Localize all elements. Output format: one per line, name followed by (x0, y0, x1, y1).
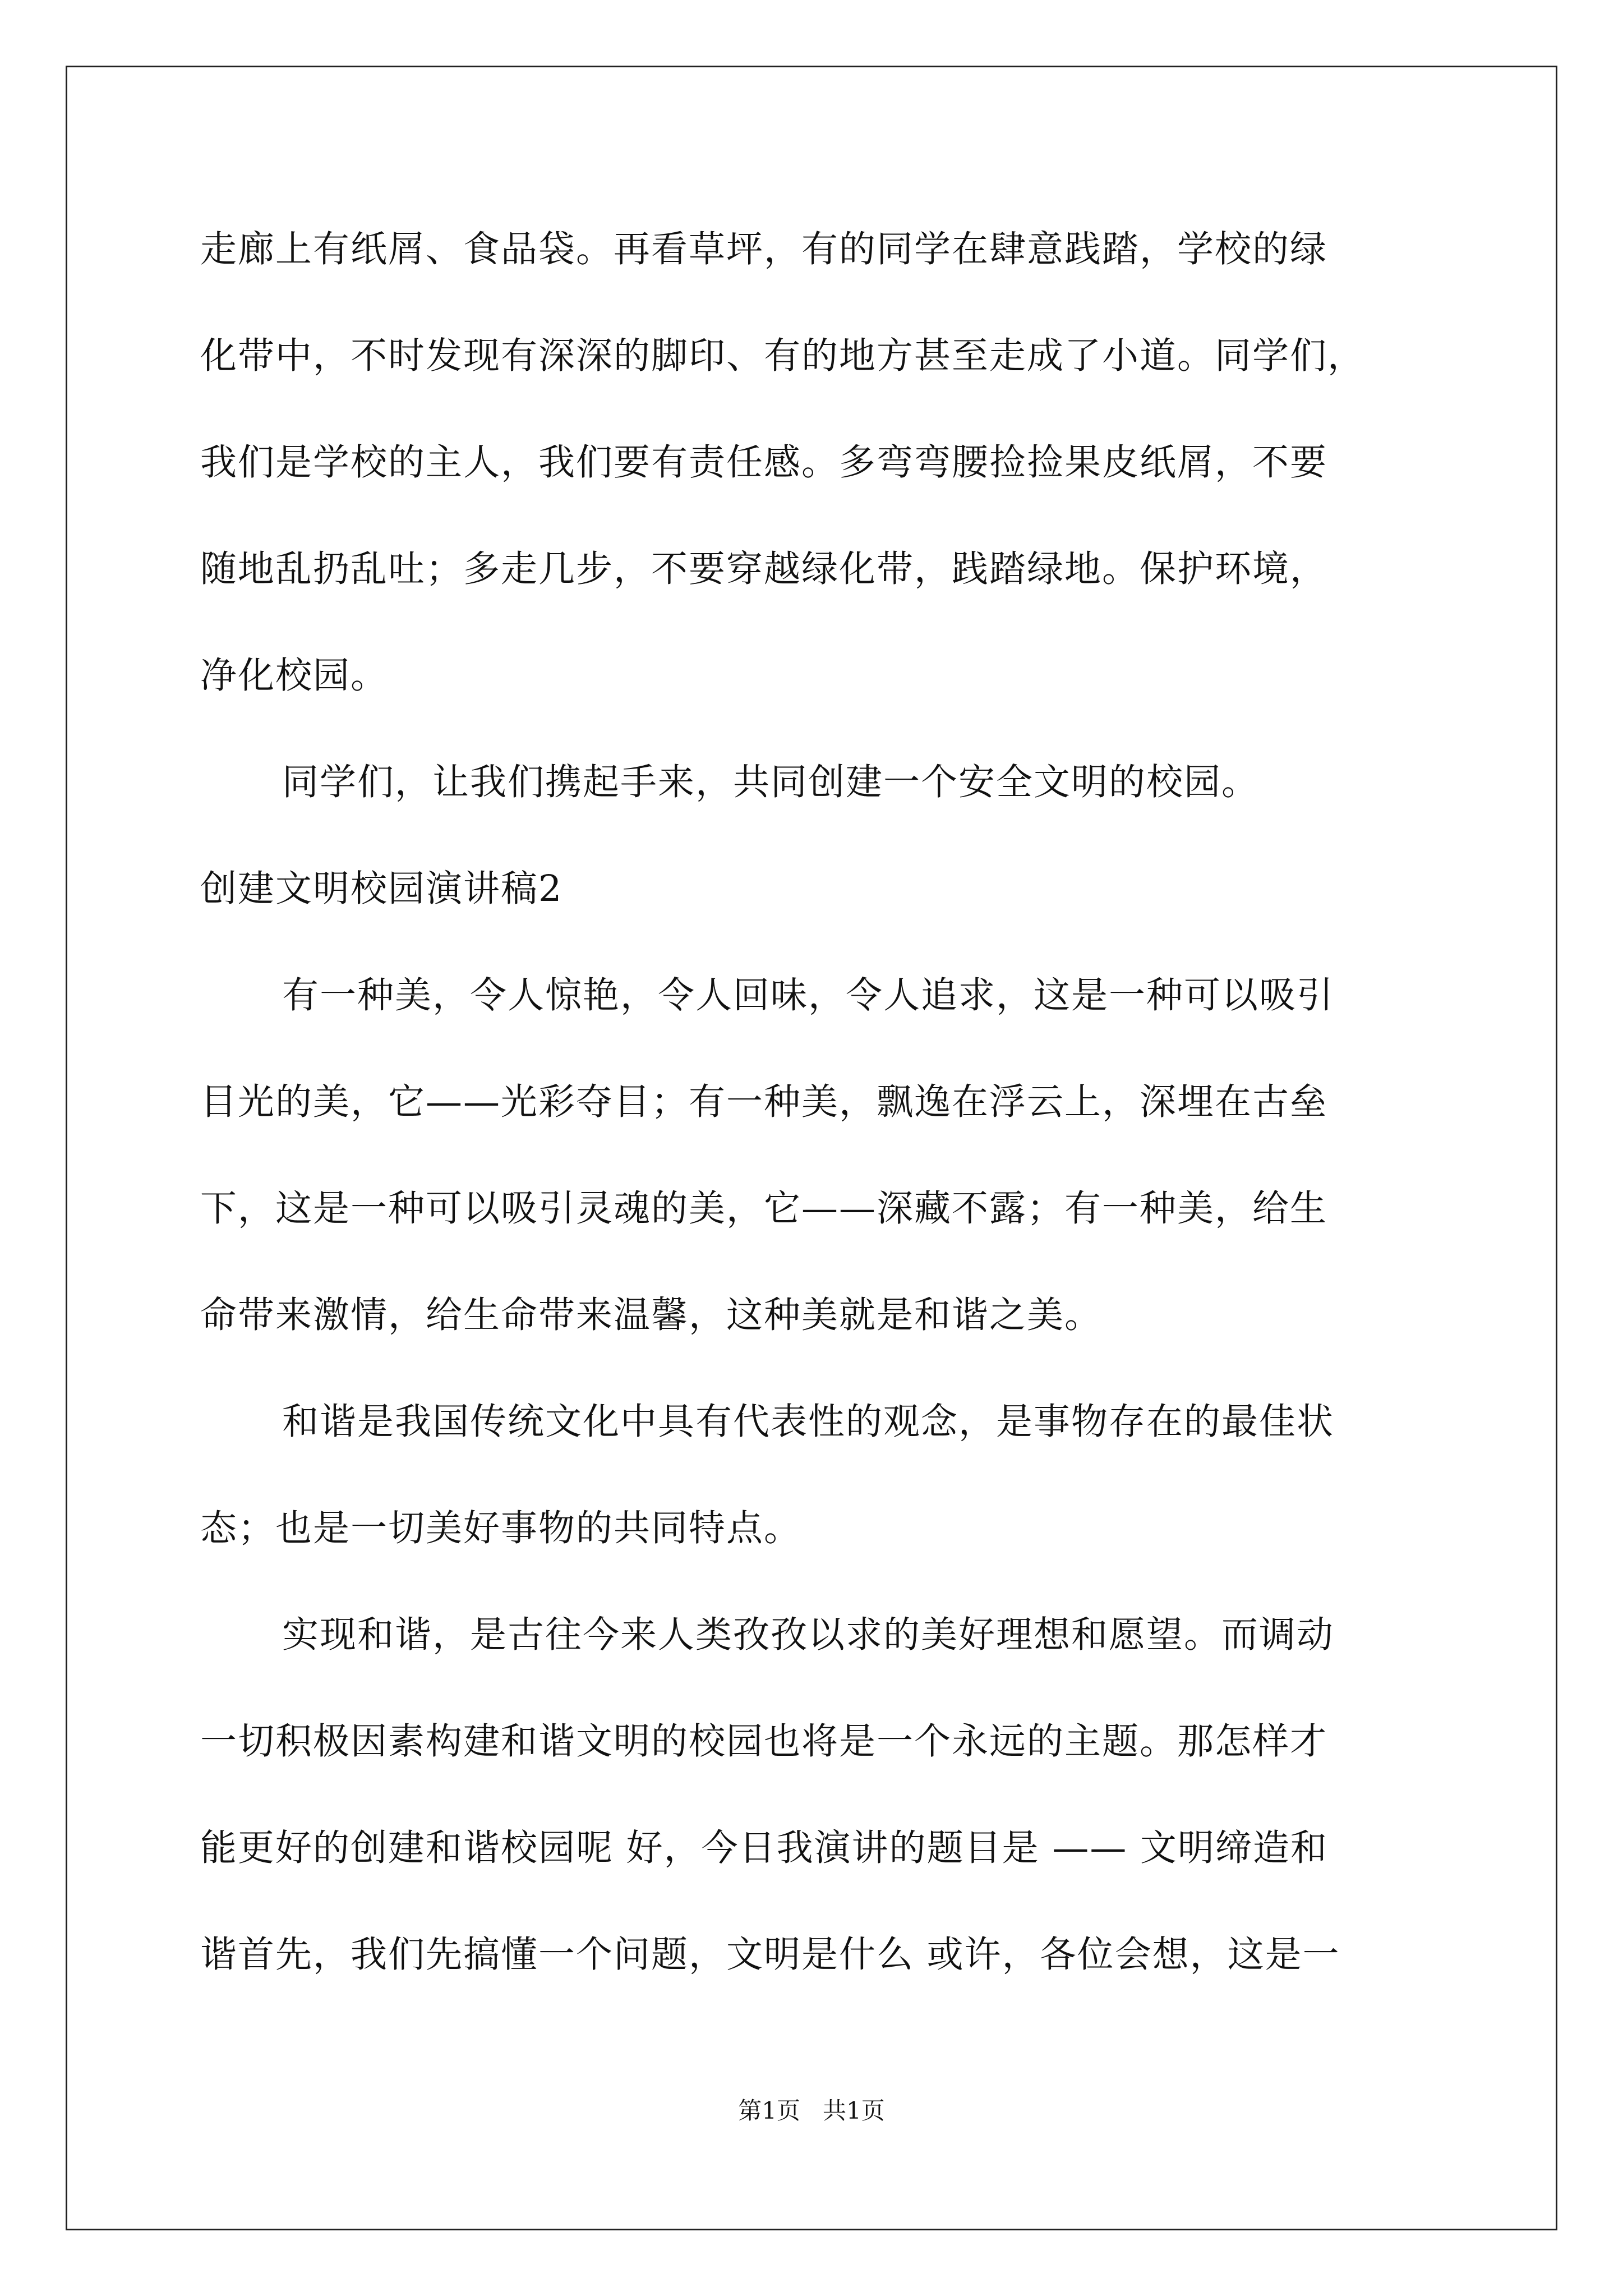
text-line: 随地乱扔乱吐；多走几步，不要穿越绿化带，践踏绿地。保护环境， (200, 548, 1328, 590)
page-footer: 第1页 共1页 (738, 2097, 885, 2124)
text-line: 同学们，让我们携起手来，共同创建一个安全文明的校园。 (282, 761, 1260, 803)
text-line: 走廊上有纸屑、食品袋。再看草坪，有的同学在肆意践踏，学校的绿 (200, 228, 1328, 270)
section-heading: 创建文明校园演讲稿2 (200, 868, 563, 910)
text-line: 谐首先，我们先搞懂一个问题，文明是什么 或许，各位会想，这是一 (200, 1934, 1340, 1976)
text-line: 一切积极因素构建和谐文明的校园也将是一个永远的主题。那怎样才 (200, 1720, 1328, 1763)
text-line: 和谐是我国传统文化中具有代表性的观念，是事物存在的最佳状 (282, 1401, 1335, 1443)
page-border (66, 66, 1557, 2230)
text-line: 命带来激情，给生命带来温馨，这种美就是和谐之美。 (200, 1294, 1103, 1336)
text-line: 净化校园。 (200, 655, 389, 697)
text-line: 有一种美，令人惊艳，令人回味，令人追求，这是一种可以吸引 (282, 974, 1335, 1016)
text-line: 态；也是一切美好事物的共同特点。 (200, 1507, 802, 1549)
text-line: 化带中，不时发现有深深的脚印、有的地方甚至走成了小道。同学们， (200, 335, 1366, 377)
text-line: 下，这是一种可以吸引灵魂的美，它——深藏不露；有一种美，给生 (200, 1188, 1328, 1230)
text-line: 实现和谐，是古往今来人类孜孜以求的美好理想和愿望。而调动 (282, 1614, 1335, 1656)
text-line: 我们是学校的主人，我们要有责任感。多弯弯腰捡捡果皮纸屑，不要 (200, 441, 1328, 484)
text-line: 目光的美，它——光彩夺目；有一种美，飘逸在浮云上，深埋在古垒 (200, 1081, 1328, 1123)
text-line: 能更好的创建和谐校园呢 好，今日我演讲的题目是 —— 文明缔造和 (200, 1827, 1328, 1869)
